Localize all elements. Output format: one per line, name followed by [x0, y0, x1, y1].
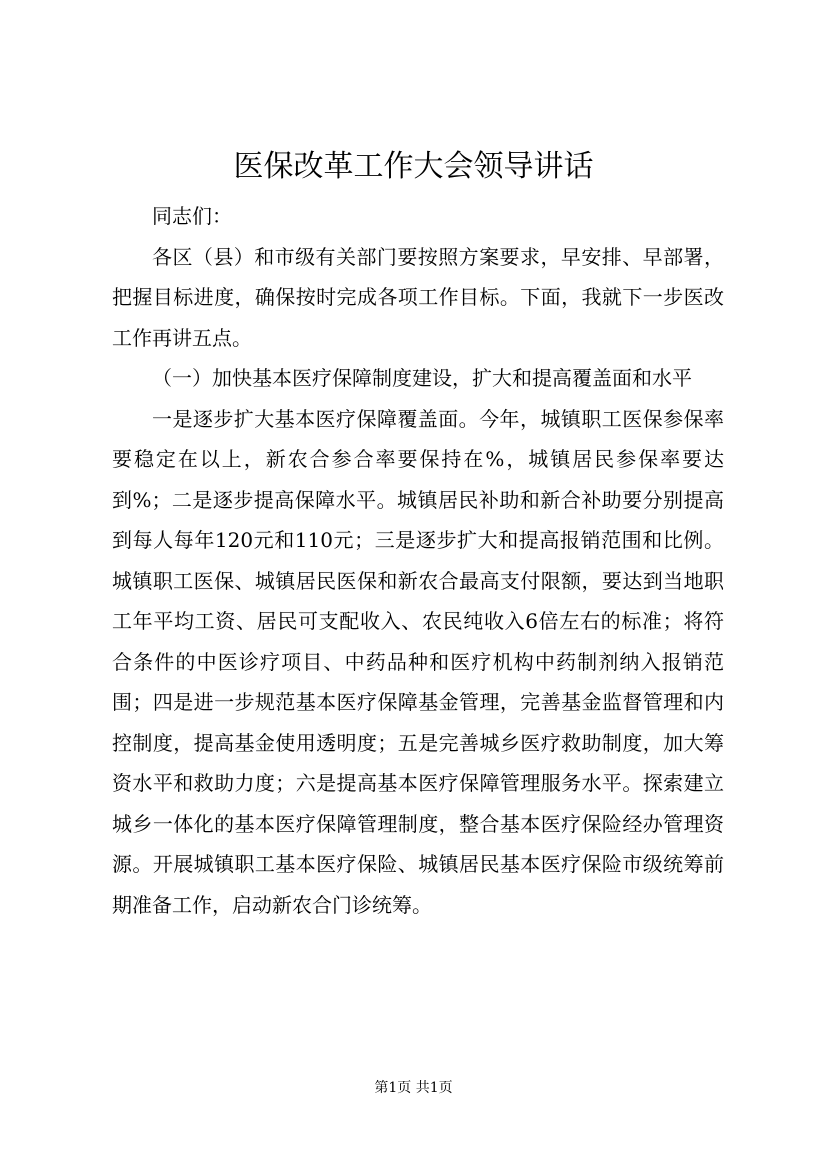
body-paragraph: 一是逐步扩大基本医疗保障覆盖面。今年，城镇职工医保参保率要稳定在以上，新农合参合率要保持在%，城镇居民参保率要达到%；二是逐步提高保障水平。城镇居民补助和新合补助要分别提高到每人每年120元和110元；三是逐步扩大和提高报销范围和比例。城镇职工医保、城镇居民医保和新农合最高支付限额，要达到当地职工年平均工资、居民可支配收入、农民纯收入6倍左右的标准；将符合条件的中医诊疗项目、中药品种和医疗机构中药制剂纳入报销范围；四是进一步规范基本医疗保障基金管理，完善基金监督管理和内控制度，提高基金使用透明度；五是完善城乡医疗救助制度，加大筹资水平和救助力度；六是提高基本医疗保障管理服务水平。探索建立城乡一体化的基本医疗保障管理制度，整合基本医疗保险经办管理资源。开展城镇职工基本医疗保险、城镇居民基本医疗保险市级统筹前期准备工作，启动新农合门诊统筹。 [112, 406, 724, 917]
document-title: 医保改革工作大会领导讲话 [233, 149, 594, 184]
salutation-paragraph: 同志们： [152, 204, 232, 228]
intro-paragraph: 各区（县）和市级有关部门要按照方案要求，早安排、早部署，把握目标进度，确保按时完成各项工作目标。下面，我就下一步医改工作再讲五点。 [112, 244, 724, 350]
page-footer: 第1页 共1页 [374, 1080, 453, 1096]
section-heading: （一）加快基本医疗保障制度建设，扩大和提高覆盖面和水平 [152, 366, 692, 390]
document-body [112, 196, 724, 925]
